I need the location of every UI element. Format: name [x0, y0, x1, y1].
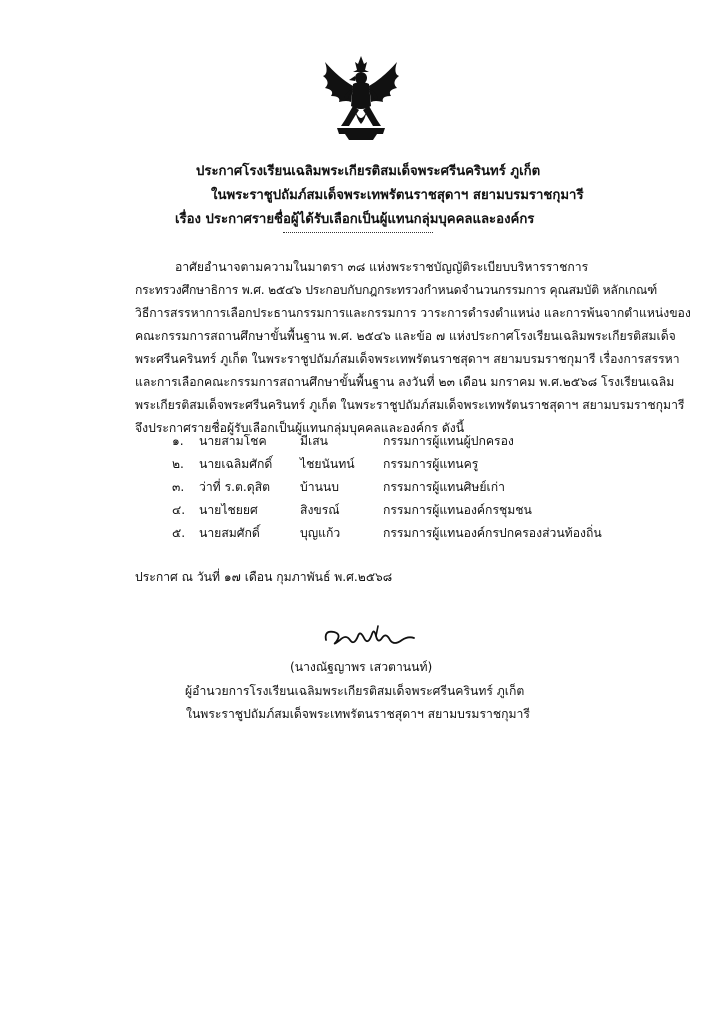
signer-name: (นางณัฐญาพร เสวตานนท์)	[290, 660, 433, 674]
signer-position-line1: ผู้อำนวยการโรงเรียนเฉลิมพระเกียรติสมเด็จพระศรีนครินทร์ ภูเก็ต	[185, 684, 525, 698]
announcement-date: ประกาศ ณ วันที่ ๑๗ เดือน กุมภาพันธ์ พ.ศ.๒๕๖๘	[135, 570, 393, 584]
member-role: กรรมการผู้แทนครู	[383, 457, 479, 471]
body-line: จึงประกาศรายชื่อผู้รับเลือกเป็นผู้แทนกลุ่มบุคคลและองค์กร ดังนี้	[135, 421, 465, 435]
member-row	[0, 524, 724, 544]
body-line: พระเกียรติสมเด็จพระศรีนครินทร์ ภูเก็ต ในพระราชูปถัมภ์สมเด็จพระเทพรัตนราชสุดาฯ สยามบรมราชกุมารี	[135, 398, 685, 412]
body-line: วิธีการสรรหาการเลือกประธานกรรมการและกรรมการ วาระการดำรงตำแหน่ง และการพ้นจากตำแหน่งของ	[135, 306, 691, 320]
member-number: ๓.	[172, 480, 185, 494]
member-row	[0, 432, 724, 452]
member-row	[0, 501, 724, 521]
garuda-emblem-icon	[315, 54, 407, 142]
member-role: กรรมการผู้แทนผู้ปกครอง	[383, 434, 514, 448]
handwritten-signature	[320, 620, 420, 654]
member-first-name: ว่าที่ ร.ต.ดุสิต	[199, 480, 271, 494]
member-last-name: มีเสน	[300, 434, 328, 448]
dotted-divider	[283, 232, 433, 233]
body-line: อาศัยอำนาจตามความในมาตรา ๓๘ แห่งพระราชบัญญัติระเบียบบริหารราชการ	[175, 260, 589, 274]
member-number: ๔.	[172, 503, 186, 517]
body-line: คณะกรรมการสถานศึกษาขั้นพื้นฐาน พ.ศ. ๒๕๔๖ และข้อ ๗ แห่งประกาศโรงเรียนเฉลิมพระเกียรติสมเด็จ	[135, 329, 676, 343]
member-role: กรรมการผู้แทนศิษย์เก่า	[383, 480, 505, 494]
body-line: และการเลือกคณะกรรมการสถานศึกษาขั้นพื้นฐาน ลงวันที่ ๒๓ เดือน มกราคม พ.ศ.๒๕๖๘ โรงเรียนเฉลิม	[135, 375, 675, 389]
member-number: ๑.	[172, 434, 184, 448]
member-first-name: นายเฉลิมศักดิ์	[199, 457, 273, 471]
member-role: กรรมการผู้แทนองค์กรปกครองส่วนท้องถิ่น	[383, 526, 602, 540]
body-line: พระศรีนครินทร์ ภูเก็ต ในพระราชูปถัมภ์สมเด็จพระเทพรัตนราชสุดาฯ สยามบรมราชกุมารี เรื่องการสรรหา	[135, 352, 680, 366]
member-last-name: สิงขรณ์	[300, 503, 340, 517]
member-first-name: นายไชยยศ	[199, 503, 258, 517]
member-last-name: บ้านนบ	[300, 480, 339, 494]
body-line: กระทรวงศึกษาธิการ พ.ศ. ๒๕๔๖ ประกอบกับกฎกระทรวงกำหนดจำนวนกรรมการ คุณสมบัติ หลักเกณฑ์	[135, 283, 658, 297]
member-row	[0, 455, 724, 475]
header-subject: เรื่อง ประกาศรายชื่อผู้ได้รับเลือกเป็นผู้แทนกลุ่มบุคคลและองค์กร	[175, 212, 535, 227]
member-last-name: ไชยนันทน์	[300, 457, 355, 471]
member-number: ๕.	[172, 526, 186, 540]
member-first-name: นายสมศักดิ์	[199, 526, 260, 540]
member-first-name: นายสามโชค	[199, 434, 267, 448]
member-role: กรรมการผู้แทนองค์กรชุมชน	[383, 503, 532, 517]
signer-position-line2: ในพระราชูปถัมภ์สมเด็จพระเทพรัตนราชสุดาฯ สยามบรมราชกุมารี	[186, 707, 530, 721]
member-number: ๒.	[172, 457, 184, 471]
header-title-line2: ในพระราชูปถัมภ์สมเด็จพระเทพรัตนราชสุดาฯ สยามบรมราชกุมารี	[211, 188, 584, 203]
member-last-name: บุญแก้ว	[300, 526, 341, 540]
header-title-line1: ประกาศโรงเรียนเฉลิมพระเกียรติสมเด็จพระศรีนครินทร์ ภูเก็ต	[196, 164, 541, 179]
member-row	[0, 478, 724, 498]
